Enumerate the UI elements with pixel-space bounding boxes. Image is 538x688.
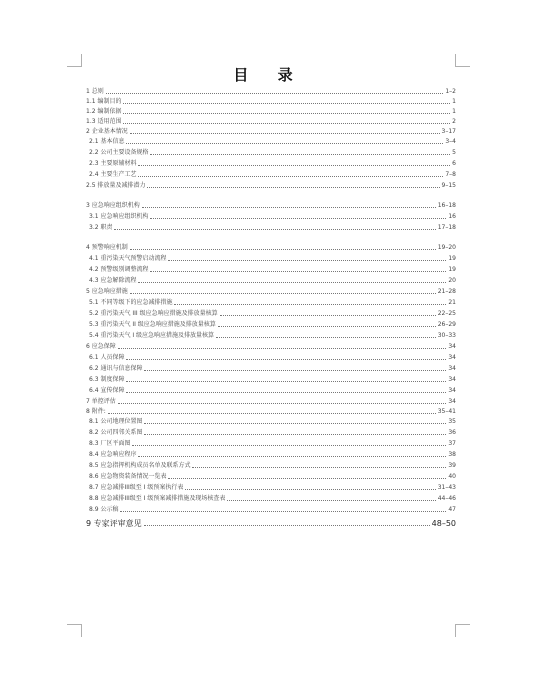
toc-entry[interactable] [86, 222, 456, 232]
toc-entry-label: 2.2 公司主要设备规格 [89, 149, 149, 156]
toc-entry[interactable] [86, 200, 456, 210]
toc-entry[interactable] [86, 147, 456, 157]
toc-entry-page: 21 [448, 299, 456, 306]
toc-entry[interactable] [86, 471, 456, 481]
toc-entry-page: 21–28 [437, 288, 456, 295]
toc-entry[interactable] [86, 374, 456, 384]
toc-entry[interactable] [86, 96, 456, 106]
toc-entry[interactable] [86, 286, 456, 296]
toc-entry-page: 48–50 [431, 519, 456, 528]
toc-entry-page: 6 [452, 160, 456, 167]
toc-entry-page: 20 [448, 277, 456, 284]
toc-entry-page: 34 [448, 343, 456, 350]
toc-entry-label: 8.7 应急减排III级至 I 级预案执行表 [89, 484, 184, 491]
toc-entry[interactable] [86, 363, 456, 373]
toc-entry[interactable] [86, 275, 456, 285]
toc-entry-page: 34 [448, 354, 456, 361]
toc-entry[interactable] [86, 211, 456, 221]
toc-entry[interactable] [86, 460, 456, 470]
toc-entry-label: 6.3 制度保障 [89, 376, 125, 383]
toc-entry[interactable] [86, 158, 456, 168]
toc-entry-page: 19 [448, 266, 456, 273]
toc-entry-page: 17–18 [437, 224, 456, 231]
toc-entry-label: 2.4 主要生产工艺 [89, 171, 137, 178]
toc-entry[interactable] [86, 504, 456, 514]
toc-entry-page: 35 [448, 418, 456, 425]
toc-entry-page: 2 [452, 118, 456, 125]
toc-entry-label: 6.4 宣传保障 [89, 387, 125, 394]
toc-entry-page: 26–29 [437, 321, 456, 328]
toc-entry[interactable] [86, 341, 456, 351]
toc-entry[interactable] [86, 482, 456, 492]
toc-entry[interactable] [86, 106, 456, 116]
toc-entry-label: 8.1 公司地理位置图 [89, 418, 143, 425]
toc-entry-label: 8.5 应急指挥机构成员名单及联系方式 [89, 462, 191, 469]
toc-entry-page: 40 [448, 473, 456, 480]
toc-entry[interactable] [86, 126, 456, 136]
toc-entry-label: 9 专家评审意见 [86, 519, 142, 528]
toc-entry-page: 38 [448, 451, 456, 458]
toc-entry-label: 5.2 重污染天气 III 级应急响应措施及排放量核算 [89, 310, 218, 317]
toc-entry[interactable] [86, 406, 456, 416]
toc-entry-label: 1 总则 [86, 88, 104, 95]
toc-entry[interactable] [86, 493, 456, 503]
toc-entry-label: 4 预警响应机制 [86, 244, 128, 251]
toc-entry-page: 16 [448, 213, 456, 220]
toc-entry-page: 1 [452, 108, 456, 115]
toc-entry[interactable] [86, 116, 456, 126]
toc-entry-page: 22–25 [437, 310, 456, 317]
toc-entry-label: 6 应急保障 [86, 343, 116, 350]
toc-entry-label: 5.3 重污染天气 II 级应急响应措施及排放量核算 [89, 321, 216, 328]
toc-entry-page: 35–41 [437, 408, 456, 415]
toc-entry-label: 3.2 职责 [89, 224, 113, 231]
toc-entry-label: 8.8 应急减排III级至 I 级预案减排措施及现场核查表 [89, 495, 226, 502]
toc-entry-label: 5.1 不同等级下的应急减排措施 [89, 299, 173, 306]
toc-entry-label: 2.5 排放量及减排潜力 [86, 182, 146, 189]
toc-entry-label: 3 应急响应组织机构 [86, 202, 140, 209]
toc-entry-page: 3–4 [445, 138, 456, 145]
toc-entry-label: 8.6 应急物资装备情况一览表 [89, 473, 167, 480]
margin-mark-bottom-right [455, 624, 470, 637]
toc-entry[interactable] [86, 516, 456, 528]
toc-entry-label: 4.2 预警级别调整流程 [89, 266, 149, 273]
toc-entry-page: 5 [452, 149, 456, 156]
toc-entry[interactable] [86, 427, 456, 437]
toc-entry[interactable] [86, 264, 456, 274]
toc-entry-label: 1.1 编制目的 [86, 98, 122, 105]
toc-entry-label: 7 单控评估 [86, 398, 116, 405]
toc-entry[interactable] [86, 136, 456, 146]
toc-entry-label: 2 企业基本情况 [86, 128, 128, 135]
toc-entry-page: 34 [448, 376, 456, 383]
toc-entry-label: 8.4 应急响应程序 [89, 451, 137, 458]
toc-entry-label: 6.1 人员保障 [89, 354, 125, 361]
toc-entry-label: 5.4 重污染天气 I 级应急响应措施及排放量核算 [89, 332, 215, 339]
toc-entry[interactable] [86, 253, 456, 263]
toc-entry-label: 1.3 适用范围 [86, 118, 122, 125]
toc-entry[interactable] [86, 438, 456, 448]
toc-entry-label: 8.3 厂区平面图 [89, 440, 131, 447]
toc-entry[interactable] [86, 396, 456, 406]
toc-entry-page: 19–20 [437, 244, 456, 251]
toc-entry-page: 7–8 [445, 171, 456, 178]
toc-entry[interactable] [86, 308, 456, 318]
toc-entry-page: 1 [452, 98, 456, 105]
toc-entry-page: 30–33 [437, 332, 456, 339]
toc-entry[interactable] [86, 180, 456, 190]
toc-entry-page: 47 [448, 506, 456, 513]
toc-entry[interactable] [86, 319, 456, 329]
toc-entry[interactable] [86, 242, 456, 252]
toc-entry[interactable] [86, 330, 456, 340]
toc-entry-page: 31–43 [437, 484, 456, 491]
toc-entry[interactable] [86, 86, 456, 96]
toc-entry-label: 1.2 编制依据 [86, 108, 122, 115]
toc-entry-page: 3–17 [441, 128, 456, 135]
toc-entry[interactable] [86, 449, 456, 459]
toc-entry[interactable] [86, 385, 456, 395]
toc-entry-page: 34 [448, 387, 456, 394]
toc-entry-page: 39 [448, 462, 456, 469]
page-title: 目 录 [233, 66, 305, 84]
toc-entry-page: 16–18 [437, 202, 456, 209]
toc-entry-label: 8.9 公示稿 [89, 506, 119, 513]
toc-entry[interactable] [86, 297, 456, 307]
toc-entry[interactable] [86, 169, 456, 179]
toc-entry-label: 8.2 公司四邻关系图 [89, 429, 143, 436]
toc-entry-page: 19 [448, 255, 456, 262]
toc-entry-label: 4.1 重污染天气预警启动流程 [89, 255, 167, 262]
margin-mark-bottom-left [67, 624, 82, 637]
toc-entry-label: 4.3 应急解除流程 [89, 277, 137, 284]
toc-entry-label: 2.1 基本信息 [89, 138, 125, 145]
toc-entry-label: 8 附件: [86, 408, 106, 415]
toc-entry-page: 44–46 [437, 495, 456, 502]
toc-entry-page: 36 [448, 429, 456, 436]
toc-entry-label: 5 应急响应措施 [86, 288, 128, 295]
toc-entry-label: 2.3 主要原辅材料 [89, 160, 137, 167]
toc-entry-label: 3.1 应急响应组织机构 [89, 213, 149, 220]
toc-entry-page: 34 [448, 365, 456, 372]
toc-entry-page: 34 [448, 398, 456, 405]
toc-entry[interactable] [86, 416, 456, 426]
toc-entry-page: 1–2 [445, 88, 456, 95]
toc-entry[interactable] [86, 352, 456, 362]
toc-entry-page: 37 [448, 440, 456, 447]
toc-entry-label: 6.2 通讯与信息保障 [89, 365, 143, 372]
toc-entry-page: 9–15 [441, 182, 456, 189]
